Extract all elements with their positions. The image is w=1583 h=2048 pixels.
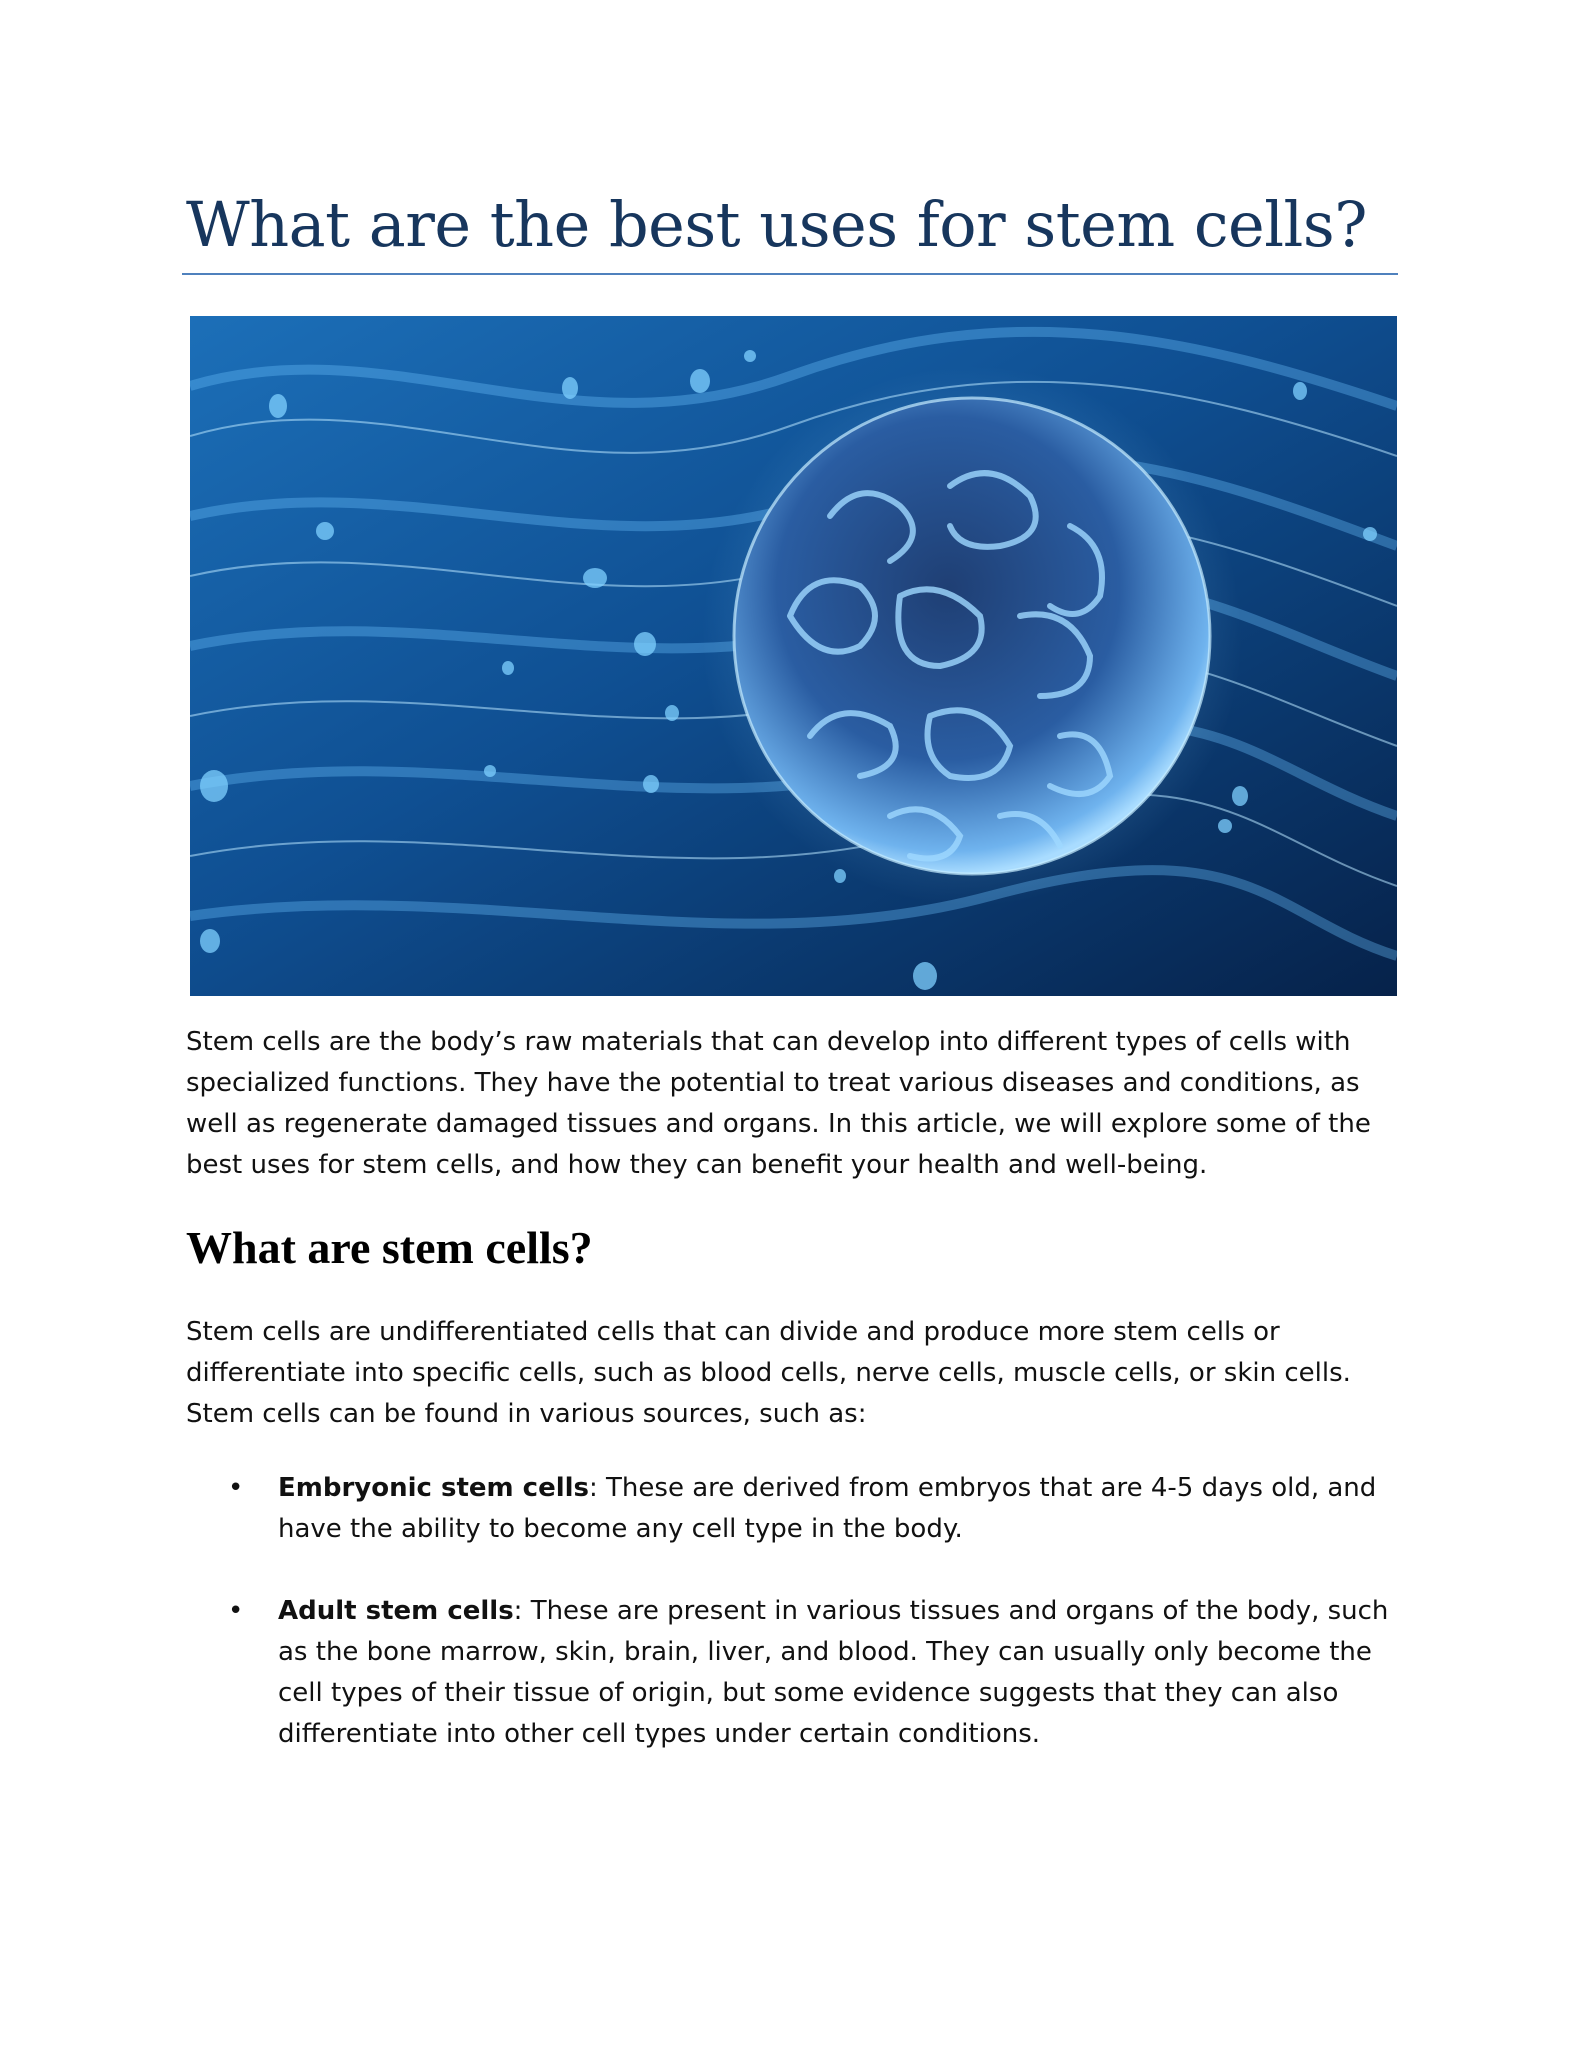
list-item-text: : These are derived from embryos that are 4-5 days old, and have the ability to become any cell type in the body.: [278, 1473, 1377, 1544]
list-item-text: : These are present in various tissues and organs of the body, such as the bone marrow, skin, brain, liver, and blood. They can usually only become the cell types of their tissue of origin, but some evidence suggests that they can also differentiate into other cell types under certain conditions.: [278, 1596, 1389, 1749]
stem-cell-graphic: [190, 316, 1397, 996]
list-item-term: Adult stem cells: [278, 1596, 514, 1626]
page-title: What are the best uses for stem cells?: [186, 188, 1367, 261]
stem-cell-sources-list: [186, 1468, 1401, 1796]
bullet-icon: •: [228, 1596, 244, 1626]
list-item-term: Embryonic stem cells: [278, 1473, 590, 1503]
stem-cell-illustration: [190, 316, 1397, 996]
title-underline: [182, 273, 1398, 275]
list-item: [186, 1468, 1401, 1550]
section-heading: What are stem cells?: [186, 1222, 593, 1273]
section-paragraph: Stem cells are undifferentiated cells that can divide and produce more stem cells or differentiate into specific cells, such as blood cells, nerve cells, muscle cells, or skin cells. Stem cells can be found in various sources, such as:: [186, 1317, 1351, 1429]
intro-paragraph: Stem cells are the body’s raw materials that can develop into different types of cells with specialized functions. They have the potential to treat various diseases and conditions, as well as regenerate damaged tissues and organs. In this article, we will explore some of the best uses for stem cells, and how they can benefit your health and well-being.: [186, 1027, 1371, 1180]
bullet-icon: •: [228, 1473, 244, 1503]
list-item: [186, 1591, 1401, 1755]
